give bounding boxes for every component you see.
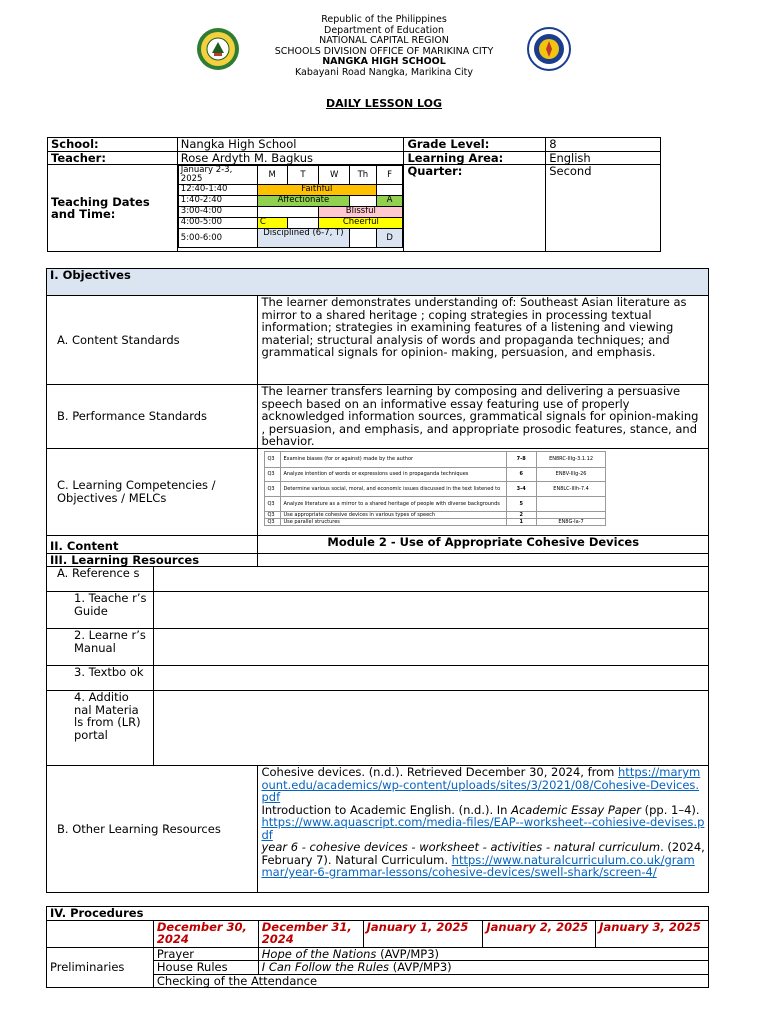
- date-column-header: January 3, 2025: [596, 920, 709, 947]
- schedule-cell: [177, 165, 404, 252]
- melc-code: EN8G-Ia-7: [536, 518, 606, 525]
- house-rules-title: I Can Follow the Rules: [261, 960, 390, 974]
- melc-text: Analyze intention of words or expressions used in propaganda techniques: [281, 467, 506, 481]
- day-header: T: [287, 166, 319, 185]
- section-code-c: C: [257, 218, 287, 229]
- schedule-empty: [350, 196, 377, 207]
- reference-3-text: . (2024, February 7). Natural Curriculum.: [261, 840, 705, 867]
- additional-materials-value: [153, 691, 708, 766]
- letterhead-line: Republic of the Philippines: [321, 14, 447, 25]
- melc-quarter: Q3: [265, 511, 281, 518]
- schedule-empty: [257, 207, 318, 218]
- page-title: DAILY LESSON LOG: [325, 97, 443, 110]
- learners-manual-label: 2. Learne r’s Manual: [47, 629, 154, 666]
- letterhead-line: SCHOOLS DIVISION OFFICE OF MARIKINA CITY: [274, 45, 494, 57]
- schedule-empty: [287, 218, 319, 229]
- teachers-guide-label: 1. Teache r’s Guide: [47, 592, 154, 629]
- prayer-format: (AVP/MP3): [380, 946, 440, 961]
- melc-code: EN8RC-IIIg-3.1.12: [536, 451, 606, 467]
- school-label: School:: [48, 138, 178, 152]
- prayer-label: Prayer: [153, 947, 258, 961]
- quarter-label: Quarter:: [404, 165, 546, 252]
- letterhead-line: NATIONAL CAPITAL REGION: [319, 35, 449, 46]
- schedule-grid: [178, 165, 404, 248]
- references-value: [153, 567, 708, 592]
- melc-text: Analyze literature as a mirror to a shared heritage of people with diverse backgrounds: [281, 496, 506, 511]
- date-column-header: January 1, 2025: [363, 920, 483, 947]
- day-header: Th: [350, 166, 377, 185]
- section-cheerful: Cheerful: [319, 218, 403, 229]
- area-value: English: [546, 151, 661, 165]
- additional-materials-label: 4. Additio nal Materia ls from (LR) portal: [47, 691, 154, 766]
- day-header: M: [257, 166, 287, 185]
- teachers-guide-value: [153, 592, 708, 629]
- melc-number: 6: [506, 467, 536, 481]
- prayer-title: Hope of the Nations: [261, 946, 377, 961]
- procedures-heading: IV. Procedures: [47, 907, 709, 921]
- section-code-a: A: [376, 196, 403, 207]
- resources-empty: [258, 553, 709, 567]
- preliminaries-label: Preliminaries: [47, 947, 154, 988]
- melc-code: [536, 496, 606, 511]
- melc-number: 1: [506, 518, 536, 525]
- references-label: A. Reference s: [47, 567, 154, 592]
- melc-quarter: Q3: [265, 481, 281, 496]
- teacher-value: Rose Ardyth M. Bagkus: [177, 151, 404, 165]
- date-column-header: December 31, 2024: [258, 920, 363, 947]
- attendance-label: Checking of the Attendance: [153, 974, 708, 988]
- melc-text: Use appropriate cohesive devices in various types of speech: [281, 511, 506, 518]
- melc-number: 7-8: [506, 451, 536, 467]
- section-faithful: Faithful: [257, 185, 376, 196]
- letterhead: [0, 15, 768, 78]
- letterhead-line: Department of Education: [324, 24, 444, 36]
- reference-2-title: Academic Essay Paper: [511, 802, 641, 817]
- textbook-value: [153, 666, 708, 691]
- melc-number: 5: [506, 496, 536, 511]
- day-header: W: [319, 166, 350, 185]
- melc-quarter: Q3: [265, 518, 281, 525]
- schedule-time: 4:00-5:00: [178, 218, 257, 229]
- procedures-corner: [47, 920, 154, 947]
- procedures-table: [46, 906, 709, 988]
- competencies-label: C. Learning Competencies / Objectives / MELCs: [47, 448, 258, 535]
- lesson-log-table: [46, 268, 709, 893]
- melc-code: EN8LC-IIIh-7.4: [536, 481, 606, 496]
- content-standards-label: A. Content Standards: [47, 296, 258, 385]
- melc-quarter: Q3: [265, 451, 281, 467]
- section-disciplined: Disciplined (6-7, T): [257, 229, 349, 248]
- section-code-d: D: [376, 229, 403, 248]
- school-name: NANGKA HIGH SCHOOL: [322, 56, 446, 67]
- reference-1-text: Cohesive devices. (n.d.). Retrieved December 30, 2024, from: [261, 765, 615, 779]
- performance-standards-text: The learner transfers learning by composing and delivering a persuasive speech based on an informative essay featuring use of properly acknowledged information sources, grammatical signals for opinion-making , persuasion, and emphasis, and appropriate prosodic features, stance, and behavior.: [258, 385, 709, 449]
- schedule-empty: [350, 229, 377, 248]
- teaching-dates-label: Teaching Dates and Time:: [48, 165, 178, 252]
- schedule-time: 12:40-1:40: [178, 185, 257, 196]
- reference-2-text: Introduction to Academic English. (n.d.). In: [261, 802, 508, 817]
- section-blissful: Blissful: [319, 207, 403, 218]
- school-value: Nangka High School: [177, 138, 404, 152]
- performance-standards-label: B. Performance Standards: [47, 385, 258, 449]
- area-label: Learning Area:: [404, 151, 546, 165]
- schedule-time: 3:00-4:00: [178, 207, 257, 218]
- date-column-header: January 2, 2025: [483, 920, 596, 947]
- schedule-time: 1:40-2:40: [178, 196, 257, 207]
- textbook-label: 3. Textbo ok: [47, 666, 154, 691]
- grade-label: Grade Level:: [404, 138, 546, 152]
- content-module-title: Module 2 - Use of Appropriate Cohesive Devices: [258, 535, 709, 553]
- reference-3-title: year 6 - cohesive devices - worksheet - activities - natural curriculum: [261, 840, 661, 854]
- melc-text: Examine biases (for or against) made by the author: [281, 451, 506, 467]
- section-affectionate: Affectionate: [257, 196, 349, 207]
- melc-text: Use parallel structures: [281, 518, 506, 525]
- competencies-cell: [258, 448, 709, 535]
- reference-3-link[interactable]: https://www.naturalcurriculum.co.uk/grammar/year-6-grammar-lessons/cohesive-devices/swell-shark/screen-4/: [261, 852, 695, 879]
- schedule-empty: [376, 185, 403, 196]
- melc-number: 3-4: [506, 481, 536, 496]
- content-heading: II. Content: [47, 535, 258, 553]
- reference-2-pages: (pp. 1–4).: [644, 802, 700, 817]
- other-resources-label: B. Other Learning Resources: [47, 766, 258, 893]
- school-address: Kabayani Road Nangka, Marikina City: [294, 66, 474, 78]
- house-rules-value: [258, 961, 708, 975]
- resources-heading: III. Learning Resources: [47, 553, 258, 567]
- day-header: F: [376, 166, 403, 185]
- house-rules-label: House Rules: [153, 961, 258, 975]
- quarter-value: Second: [546, 165, 661, 252]
- objectives-heading: I. Objectives: [47, 269, 709, 296]
- melc-quarter: Q3: [265, 496, 281, 511]
- house-rules-format: (AVP/MP3): [392, 960, 452, 974]
- other-resources-text: [258, 766, 709, 893]
- teacher-label: Teacher:: [48, 151, 178, 165]
- schedule-time: 5:00-6:00: [178, 229, 257, 248]
- melc-table: [264, 451, 606, 526]
- melc-number: 2: [506, 511, 536, 518]
- melc-code: EN8V-IIIg-26: [536, 467, 606, 481]
- date-column-header: December 30, 2024: [153, 920, 258, 947]
- schedule-dates: January 2-3, 2025: [178, 166, 257, 185]
- melc-code: [536, 511, 606, 518]
- grade-value: 8: [546, 138, 661, 152]
- melc-quarter: Q3: [265, 467, 281, 481]
- reference-2-link[interactable]: https://www.aquascript.com/media-files/EAP--worksheet--cohiesive-devises.pdf: [261, 815, 705, 842]
- teacher-info-table: [47, 137, 661, 252]
- melc-text: Determine various social, moral, and economic issues discussed in the text listened to: [281, 481, 506, 496]
- prayer-value: [258, 947, 708, 961]
- reference-1-link[interactable]: https://marymount.edu/academics/wp-content/uploads/sites/3/2021/08/Cohesive-Devices.pdf: [261, 765, 701, 804]
- learners-manual-value: [153, 629, 708, 666]
- content-standards-text: The learner demonstrates understanding of: Southeast Asian literature as mirror to a shared heritage ; coping strategies in processing textual information; strategies in examining features of a listening and viewing material; structural analysis of words and propaganda techniques; and grammatical signals for opinion- making, persuasion, and emphasis.: [258, 296, 709, 385]
